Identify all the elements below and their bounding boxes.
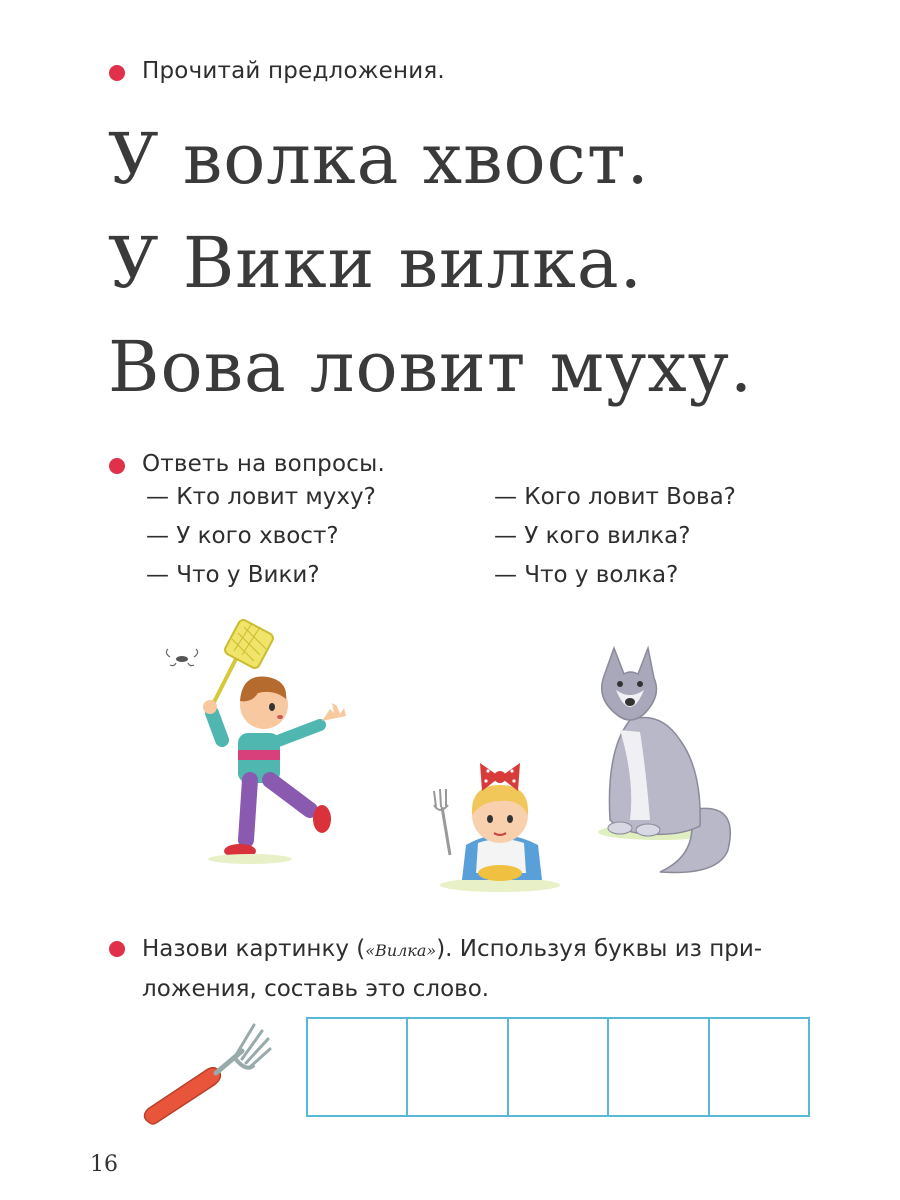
sentence-2: У Вики вилка. — [108, 222, 643, 304]
question-right-3: — Что у волка? — [494, 562, 679, 588]
question-left-2: — У кого хвост? — [146, 523, 339, 549]
bullet-task3 — [109, 941, 125, 957]
task3-instruction — [142, 930, 822, 1008]
sentence-1: У волка хвост. — [108, 118, 650, 200]
sentence-3: Вова ловит муху. — [108, 326, 754, 408]
answer-cell[interactable] — [609, 1019, 709, 1115]
answer-cell[interactable] — [408, 1019, 508, 1115]
girl-with-fork-illustration — [420, 745, 570, 895]
question-right-1: — Кого ловит Вова? — [494, 484, 736, 510]
boy-catching-fly-illustration — [160, 615, 360, 875]
answer-cell[interactable] — [710, 1019, 808, 1115]
fork-picture-icon — [130, 1015, 280, 1135]
answer-letter-cells — [306, 1017, 810, 1117]
task3-text-before: Назови картинку ( — [142, 936, 366, 962]
bullet-task1 — [109, 65, 125, 81]
answer-cell[interactable] — [509, 1019, 609, 1115]
task1-instruction: Прочитай предложения. — [142, 58, 445, 84]
fly-icon — [166, 649, 197, 666]
task3-hint: «Вилка» — [365, 941, 437, 960]
task2-instruction: Ответь на вопросы. — [142, 451, 385, 477]
question-left-3: — Что у Вики? — [146, 562, 320, 588]
task3-text-after: ). Используя буквы из при-ложения, составь это слово. — [142, 936, 763, 1002]
wolf-illustration — [590, 640, 750, 890]
answer-cell[interactable] — [308, 1019, 408, 1115]
question-right-2: — У кого вилка? — [494, 523, 691, 549]
question-left-1: — Кто ловит муху? — [146, 484, 376, 510]
bullet-task2 — [109, 458, 125, 474]
page-number: 16 — [90, 1152, 118, 1177]
